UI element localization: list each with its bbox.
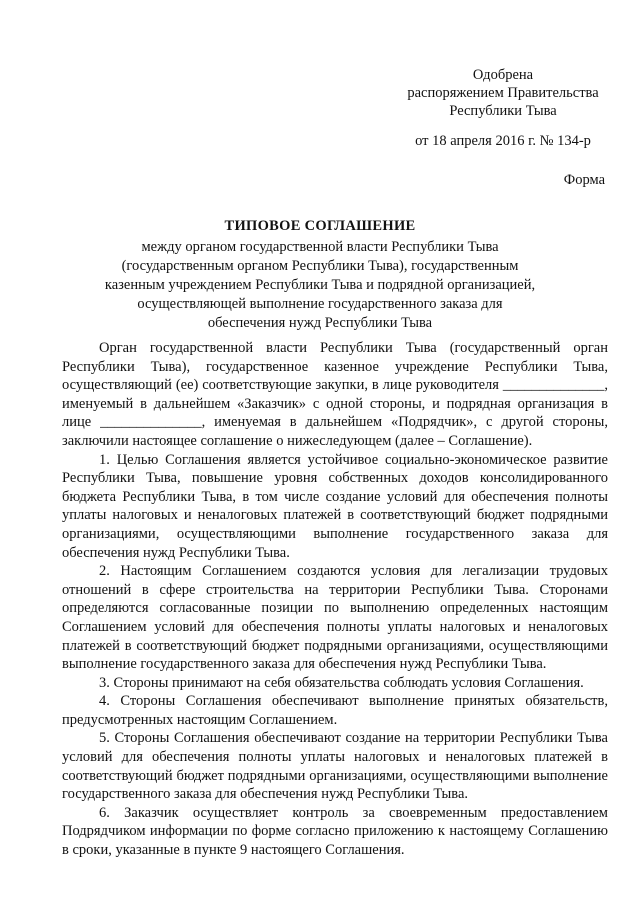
- approval-stamp: [398, 66, 608, 150]
- approval-line-2: распоряжением Правительства: [407, 85, 599, 101]
- approval-date: от 18 апреля 2016 г. № 134-р: [415, 133, 591, 149]
- document-body: [62, 339, 608, 860]
- document-subtitle: между органом государственной власти Республики Тыва (государственным органом Республики Тыва), государственным казенным учреждением Республики Тыва и подрядной организацией, осуществляющей выполнение государственного заказа для обеспечения нужд Республики Тыва: [104, 239, 536, 331]
- paragraph-preamble: Орган государственной власти Республики Тыва (государственный орган Республики Тыва), государственное казенное учреждение Республики Тыва, осуществляющий (ее) соответствующие закупки, в лице руководителя ______________, именуемый в дальнейшем «Заказчик» с одной стороны, и подрядная организация в лице ______________, именуемая в дальнейшем «Подрядчик», с другой стороны, заключили настоящее соглашение о нижеследующем (далее – Соглашение).: [62, 340, 608, 449]
- approval-line-3: Республики Тыва: [449, 103, 557, 119]
- approval-line-1: Одобрена: [472, 67, 534, 83]
- form-label: Форма: [563, 172, 605, 188]
- document-title: ТИПОВОЕ СОГЛАШЕНИЕ: [224, 218, 416, 234]
- paragraph-1: 1. Целью Соглашения является устойчивое социально-экономическое развитие Республики Тыва, повышение уровня собственных доходов консолидированного бюджета Республики Тыва, в том числе создание условий для обеспечения полноты уплаты налоговых и неналоговых платежей в соответствующий бюджет подрядными организациями, осуществляющими выполнение государственного заказа для обеспечения нужд Республики Тыва.: [62, 451, 608, 561]
- paragraph-5: 5. Стороны Соглашения обеспечивают создание на территории Республики Тыва условий для обеспечения полноты уплаты налоговых и неналоговых платежей в соответствующий бюджет подрядными организациями, осуществляющими выполнение государственного заказа для обеспечения нужд Республики Тыва.: [62, 730, 608, 803]
- paragraph-4: 4. Стороны Соглашения обеспечивают выполнение принятых обязательств, предусмотренных настоящим Соглашением.: [62, 693, 608, 728]
- paragraph-6: 6. Заказчик осуществляет контроль за своевременным предоставлением Подрядчиком информации по форме согласно приложению к настоящему Соглашению в сроки, указанные в пункте 9 настоящего Соглашения.: [62, 804, 608, 859]
- paragraph-3: 3. Стороны принимают на себя обязательства соблюдать условия Соглашения.: [99, 674, 584, 691]
- paragraph-2: 2. Настоящим Соглашением создаются условия для легализации трудовых отношений в сфере строительства на территории Республики Тыва. Сторонами определяются согласованные позиции по выполнению определенных настоящим Соглашением условий для обеспечения полноты уплаты налоговых и неналоговых платежей в соответствующий бюджет подрядными организациями, осуществляющими выполнение государственного заказа для обеспечения нужд Республики Тыва.: [62, 563, 608, 673]
